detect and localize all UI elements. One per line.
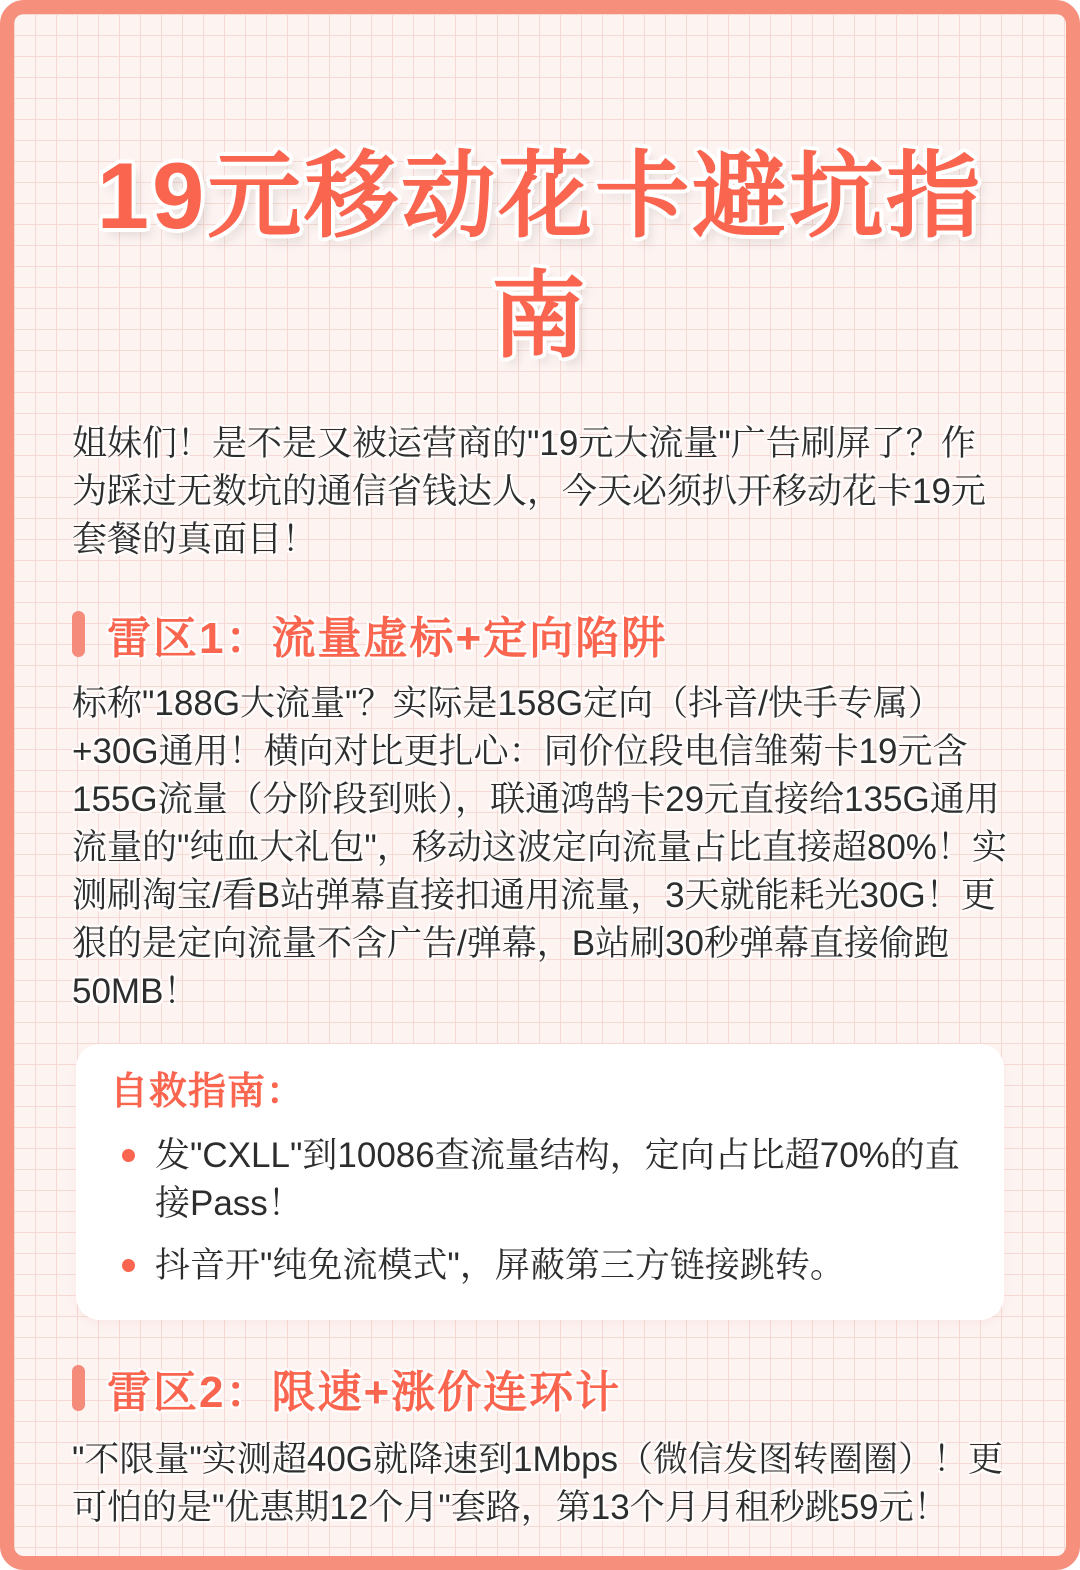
rescue-bullet-text-1: 发"CXLL"到10086查流量结构，定向占比超70%的直接Pass！ <box>155 1136 960 1223</box>
bullet-dot-icon <box>122 1149 135 1162</box>
section-2-title: 雷区2：限速+涨价连环计 <box>107 1368 622 1417</box>
section-2-heading <box>72 1360 1008 1416</box>
rescue-card <box>76 1044 1004 1320</box>
heading-accent-bar-icon <box>72 611 85 657</box>
poster-content <box>14 136 1066 1570</box>
poster-title <box>72 136 1008 376</box>
rescue-bullet-item-1 <box>110 1132 970 1228</box>
rescue-card-title: 自救指南： <box>110 1071 306 1113</box>
section-1-title: 雷区1：流量虚标+定向陷阱 <box>107 614 668 663</box>
rescue-bullet-item-2 <box>110 1242 970 1290</box>
section-2-paragraph: "不限量"实测超40G就降速到1Mbps（微信发图转圈圈）！更可怕的是"优惠期12个月"套路，第13个月月租秒跳59元！ <box>72 1440 1004 1527</box>
rescue-bullet-list <box>110 1132 970 1290</box>
bullet-dot-icon <box>122 1259 135 1272</box>
poster-title-line-1: 19元移动花卡避坑指 <box>96 143 984 248</box>
section-1-paragraph: 标称"188G大流量"？实际是158G定向（抖音/快手专属）+30G通用！横向对比更扎心：同价位段电信雏菊卡19元含155G流量（分阶段到账），联通鸿鹄卡29元直接给135G通用流量的"纯血大礼包"，移动这波定向流量占比直接超80%！实测刷淘宝/看B站弹幕直接扣通用流量，3天就能耗光30G！更狠的是定向流量不含广告/弹幕，B站刷30秒弹幕直接偷跑50MB！ <box>72 684 1007 1011</box>
rescue-bullet-text-2: 抖音开"纯免流模式"，屏蔽第三方链接跳转。 <box>155 1246 845 1285</box>
intro-paragraph: 姐妹们！是不是又被运营商的"19元大流量"广告刷屏了？作为踩过无数坑的通信省钱达人，今天必须扒开移动花卡19元套餐的真面目！ <box>72 424 986 559</box>
poster-title-line-2: 南 <box>491 263 589 368</box>
section-1-heading <box>72 606 1008 662</box>
heading-accent-bar-icon <box>72 1365 85 1411</box>
